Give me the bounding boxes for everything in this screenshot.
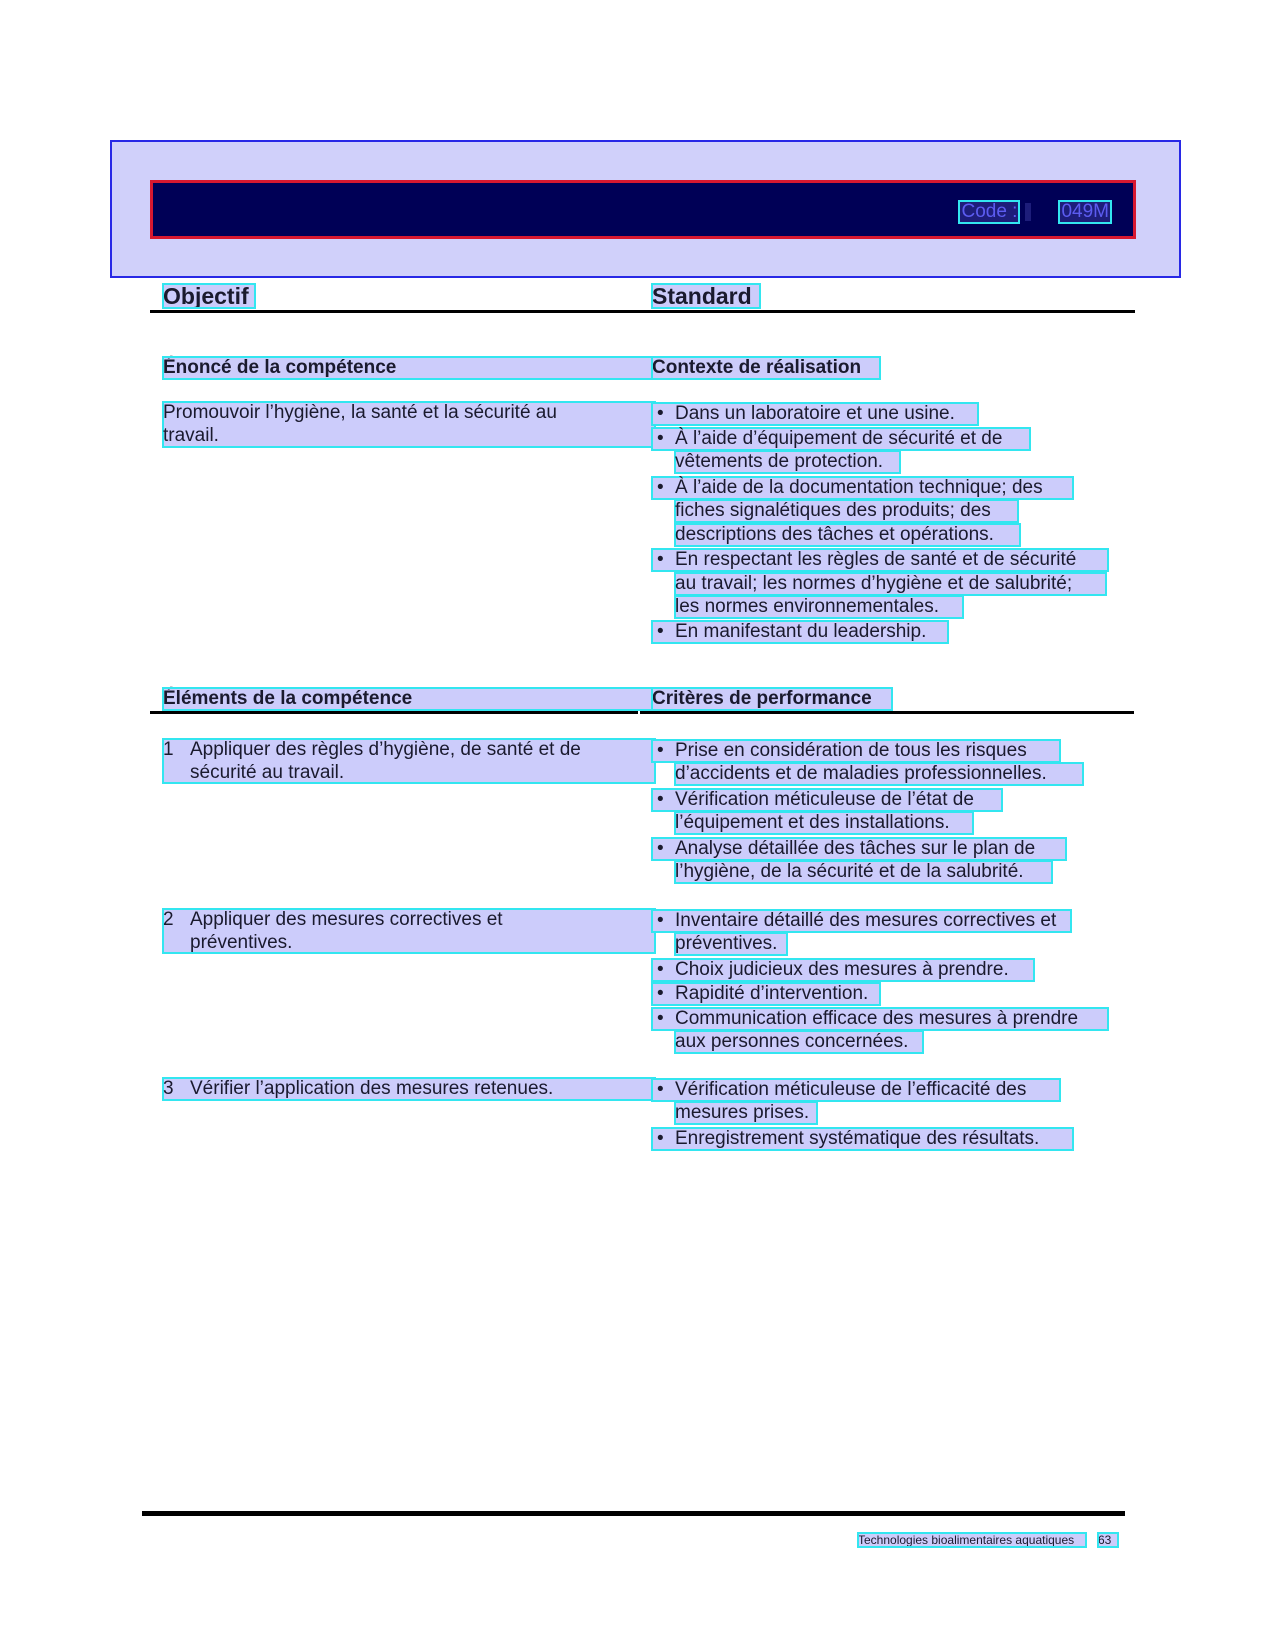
- bullet-icon: •: [657, 1079, 664, 1100]
- criteria-line: Prise en considération de tous les risques: [675, 740, 1027, 761]
- heading-enonce: Énoncé de la compétence: [163, 357, 655, 379]
- statement-line-2: travail.: [163, 425, 219, 446]
- code-value: 049M: [1061, 201, 1109, 222]
- context-line: vêtements de protection.: [675, 451, 884, 472]
- column-title-standard: Standard: [652, 284, 760, 308]
- code-separator: [1025, 203, 1031, 221]
- criteria-line: l’hygiène, de la sécurité et de la salubrité.: [675, 861, 1024, 882]
- criteria-line: Analyse détaillée des tâches sur le plan de: [675, 838, 1036, 859]
- criteria-line: Vérification méticuleuse de l’état de: [675, 789, 974, 810]
- context-line: En respectant les règles de santé et de sécurité: [675, 549, 1077, 570]
- code-label: Code :: [961, 201, 1018, 222]
- footer-page-number: 63: [1098, 1533, 1118, 1547]
- statement-line-1: Promouvoir l’hygiène, la santé et la sécurité au: [163, 402, 557, 423]
- footer-program: Technologies bioalimentaires aquatiques: [858, 1533, 1086, 1547]
- bullet-icon: •: [657, 983, 664, 1004]
- heading-contexte: Contexte de réalisation: [652, 357, 880, 379]
- context-line: À l’aide d’équipement de sécurité et de: [675, 428, 1003, 449]
- bullet-icon: •: [657, 428, 664, 449]
- footer-rule: [142, 1511, 1125, 1516]
- element-line: Appliquer des mesures correctives et: [190, 909, 503, 930]
- criteria-line: Inventaire détaillé des mesures correctives et: [675, 910, 1057, 931]
- criteria-line: Enregistrement systématique des résultats.: [675, 1128, 1040, 1149]
- element-line: préventives.: [190, 932, 293, 953]
- element-line: sécurité au travail.: [190, 762, 345, 783]
- code-box: [959, 201, 1111, 223]
- element-line: Vérifier l’application des mesures retenues.: [190, 1078, 554, 1099]
- element-number: 3: [163, 1078, 174, 1099]
- bullet-icon: •: [657, 959, 664, 980]
- bullet-icon: •: [657, 1008, 664, 1029]
- bullet-icon: •: [657, 838, 664, 859]
- criteria-line: Communication efficace des mesures à prendre: [675, 1008, 1079, 1029]
- element-line: Appliquer des règles d’hygiène, de santé et de: [190, 739, 581, 760]
- context-line: les normes environnementales.: [675, 596, 940, 617]
- context-line: À l’aide de la documentation technique; des: [675, 477, 1043, 498]
- criteria-line: Vérification méticuleuse de l’efficacité des: [675, 1079, 1027, 1100]
- heading-elements: Éléments de la compétence: [163, 688, 655, 710]
- criteria-line: mesures prises.: [675, 1102, 810, 1123]
- criteria-line: Rapidité d’intervention.: [675, 983, 869, 1004]
- bullet-icon: •: [657, 910, 664, 931]
- context-line: fiches signalétiques des produits; des: [675, 500, 991, 521]
- context-line: Dans un laboratoire et une usine.: [675, 403, 955, 424]
- bullet-icon: •: [657, 740, 664, 761]
- criteria-line: aux personnes concernées.: [675, 1031, 909, 1052]
- context-line: descriptions des tâches et opérations.: [675, 524, 994, 545]
- bullet-icon: •: [657, 1128, 664, 1149]
- bullet-icon: •: [657, 621, 664, 642]
- criteria-line: préventives.: [675, 933, 778, 954]
- element-number: 2: [163, 909, 174, 930]
- column-title-objectif: Objectif: [163, 284, 255, 308]
- criteria-line: Choix judicieux des mesures à prendre.: [675, 959, 1009, 980]
- criteria-line: d’accidents et de maladies professionnelles.: [675, 763, 1047, 784]
- context-line: En manifestant du leadership.: [675, 621, 927, 642]
- header-bar: [150, 180, 1136, 239]
- context-line: au travail; les normes d’hygiène et de salubrité;: [675, 573, 1073, 594]
- criteria-line: l’équipement et des installations.: [675, 812, 950, 833]
- bullet-icon: •: [657, 549, 664, 570]
- element-number: 1: [163, 739, 174, 760]
- title-rule: [150, 310, 1135, 313]
- heading-criteres: Critères de performance: [652, 688, 892, 710]
- bullet-icon: •: [657, 789, 664, 810]
- heading-rule-right: [640, 711, 1134, 714]
- bullet-icon: •: [657, 403, 664, 424]
- heading-rule-left: [150, 711, 638, 714]
- bullet-icon: •: [657, 477, 664, 498]
